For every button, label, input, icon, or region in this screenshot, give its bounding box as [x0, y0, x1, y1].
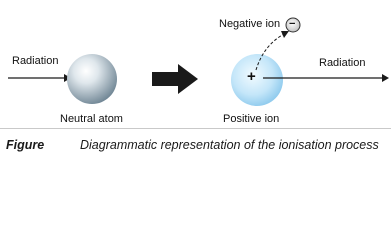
neutral-atom-sphere [67, 54, 117, 104]
neutral-atom-label: Neutral atom [60, 113, 123, 125]
figure-caption-text: Diagrammatic representation of the ionisation process [80, 138, 379, 152]
negative-sign: − [289, 18, 296, 30]
transition-arrow [152, 64, 198, 94]
negative-ion-label: Negative ion [219, 18, 281, 30]
incoming-radiation-arrow [8, 74, 71, 82]
incoming-radiation-label: Radiation [12, 55, 59, 67]
outgoing-radiation-label: Radiation [319, 57, 366, 69]
caption-divider [0, 128, 391, 129]
positive-sign: + [247, 68, 256, 85]
positive-ion-label: Positive ion [223, 113, 280, 125]
electron-path-arrowhead [281, 31, 289, 38]
positive-ion-sphere [231, 54, 283, 106]
figure-caption-label: Figure [6, 138, 45, 152]
